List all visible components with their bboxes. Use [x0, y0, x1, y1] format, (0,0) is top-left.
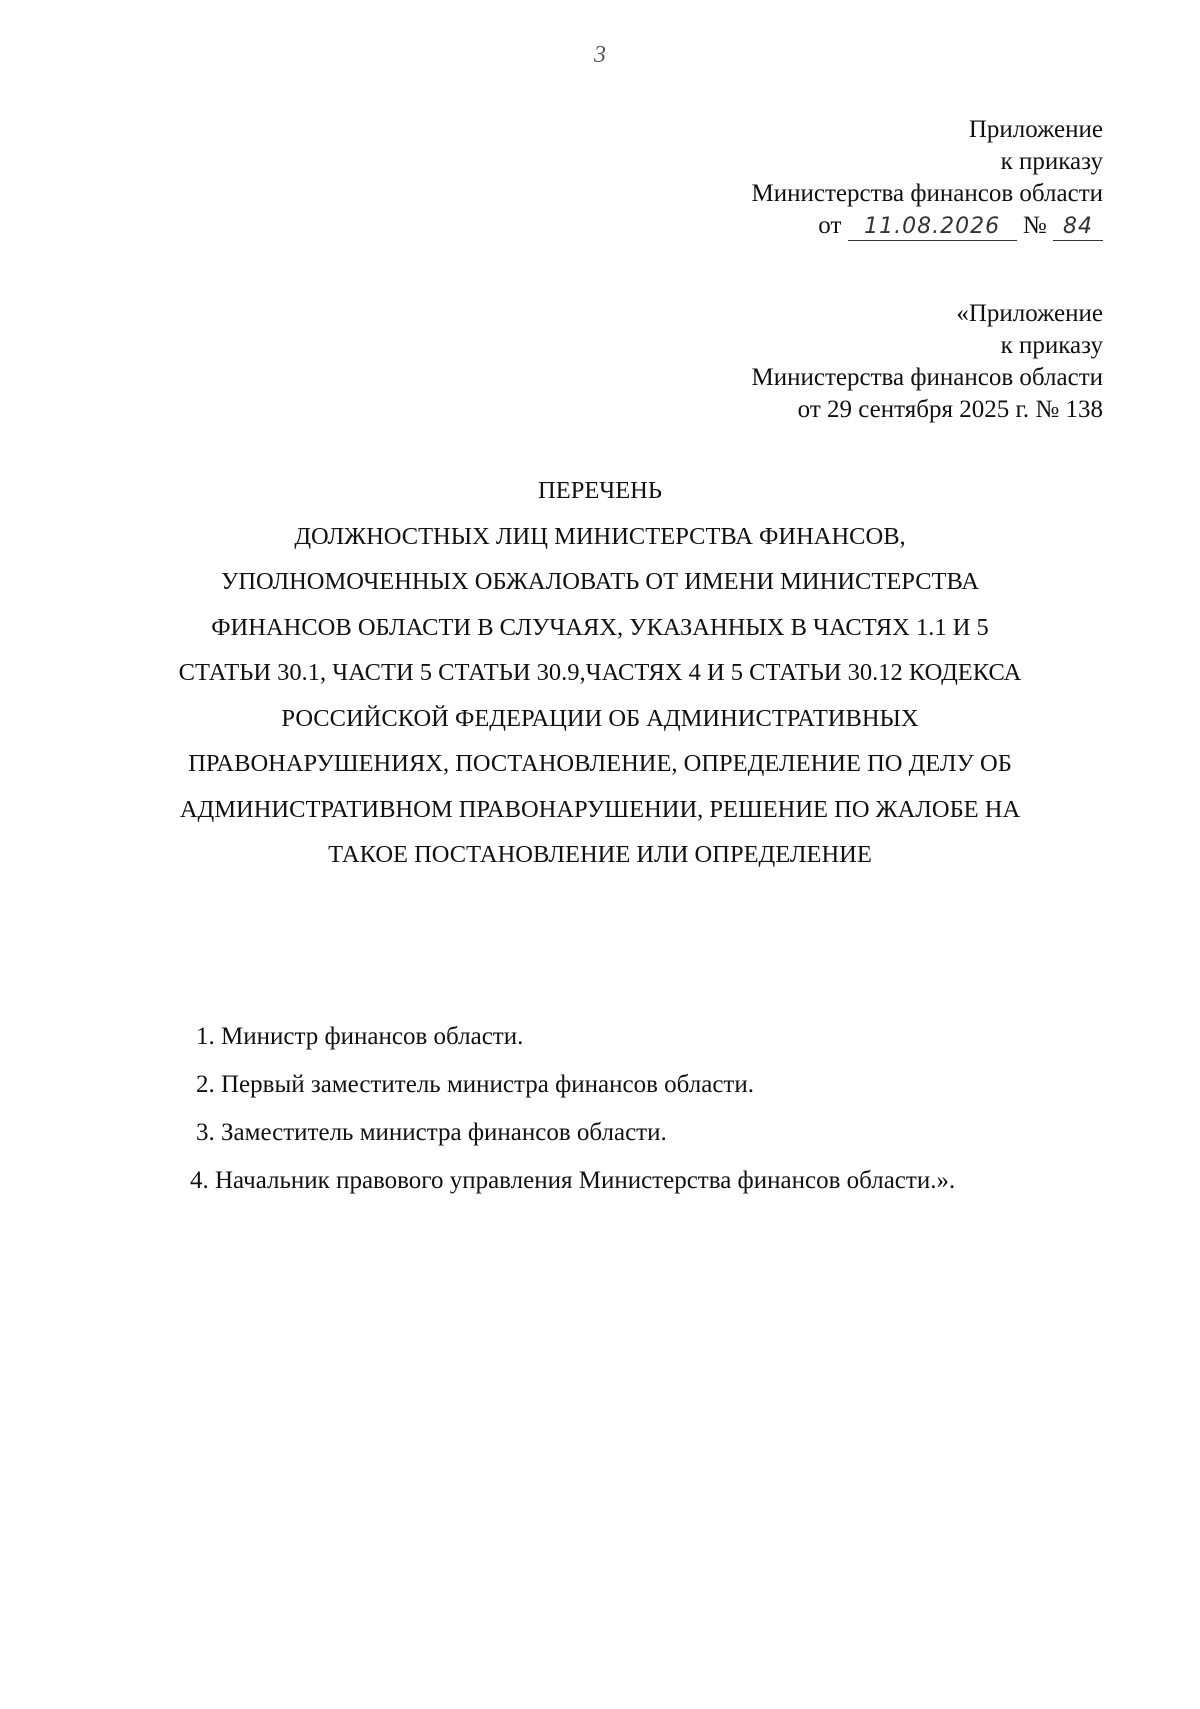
appendix-label: Приложение	[968, 116, 1103, 143]
title-line: ДОЛЖНОСТНЫХ ЛИЦ МИНИСТЕРСТВА ФИНАНСОВ,	[294, 522, 906, 550]
date-prefix: от	[818, 212, 842, 239]
appendix-label: «Приложение	[956, 300, 1103, 327]
handwritten-date: 11.08.2026	[848, 214, 1017, 241]
title-line: РОССИЙСКОЙ ФЕДЕРАЦИИ ОБ АДМИНИСТРАТИВНЫХ	[281, 704, 919, 732]
appendix-date-line: от 29 сентября 2025 г. № 138	[797, 396, 1103, 423]
appendix-order-ref: к приказу	[1000, 148, 1103, 175]
appendix-ministry: Министерства финансов области	[751, 180, 1103, 207]
document-title	[100, 468, 1100, 878]
appendix-order-ref: к приказу	[1000, 332, 1103, 359]
number-prefix: №	[1022, 212, 1047, 239]
appendix-header-current	[752, 114, 1103, 242]
title-line: ПРАВОНАРУШЕНИЯХ, ПОСТАНОВЛЕНИЕ, ОПРЕДЕЛЕНИЕ ПО ДЕЛУ ОБ	[188, 750, 1012, 777]
title-line: АДМИНИСТРАТИВНОМ ПРАВОНАРУШЕНИИ, РЕШЕНИЕ ПО ЖАЛОБЕ НА	[179, 795, 1021, 823]
appendix-ministry: Министерства финансов области	[751, 364, 1103, 391]
list-item: 4. Начальник правового управления Министерства финансов области.».	[190, 1167, 956, 1194]
handwritten-number: 84	[1053, 214, 1103, 241]
title-heading: ПЕРЕЧЕНЬ	[538, 477, 662, 504]
officials-list	[190, 1013, 956, 1205]
title-line: СТАТЬИ 30.1, ЧАСТИ 5 СТАТЬИ 30.9,ЧАСТЯХ 4 И 5 СТАТЬИ 30.12 КОДЕКСА	[178, 659, 1022, 686]
title-line: ФИНАНСОВ ОБЛАСТИ В СЛУЧАЯХ, УКАЗАННЫХ В ЧАСТЯХ 1.1 И 5	[211, 613, 989, 641]
list-item: 3. Заместитель министра финансов области.	[196, 1119, 667, 1146]
appendix-date-line	[752, 210, 1103, 242]
list-item: 1. Министр финансов области.	[196, 1023, 524, 1050]
page-number: 3	[594, 42, 606, 68]
appendix-header-previous	[752, 298, 1103, 426]
title-line: ТАКОЕ ПОСТАНОВЛЕНИЕ ИЛИ ОПРЕДЕЛЕНИЕ	[328, 841, 872, 868]
title-line: УПОЛНОМОЧЕННЫХ ОБЖАЛОВАТЬ ОТ ИМЕНИ МИНИСТЕРСТВА	[220, 568, 980, 595]
list-item: 2. Первый заместитель министра финансов области.	[196, 1071, 754, 1098]
